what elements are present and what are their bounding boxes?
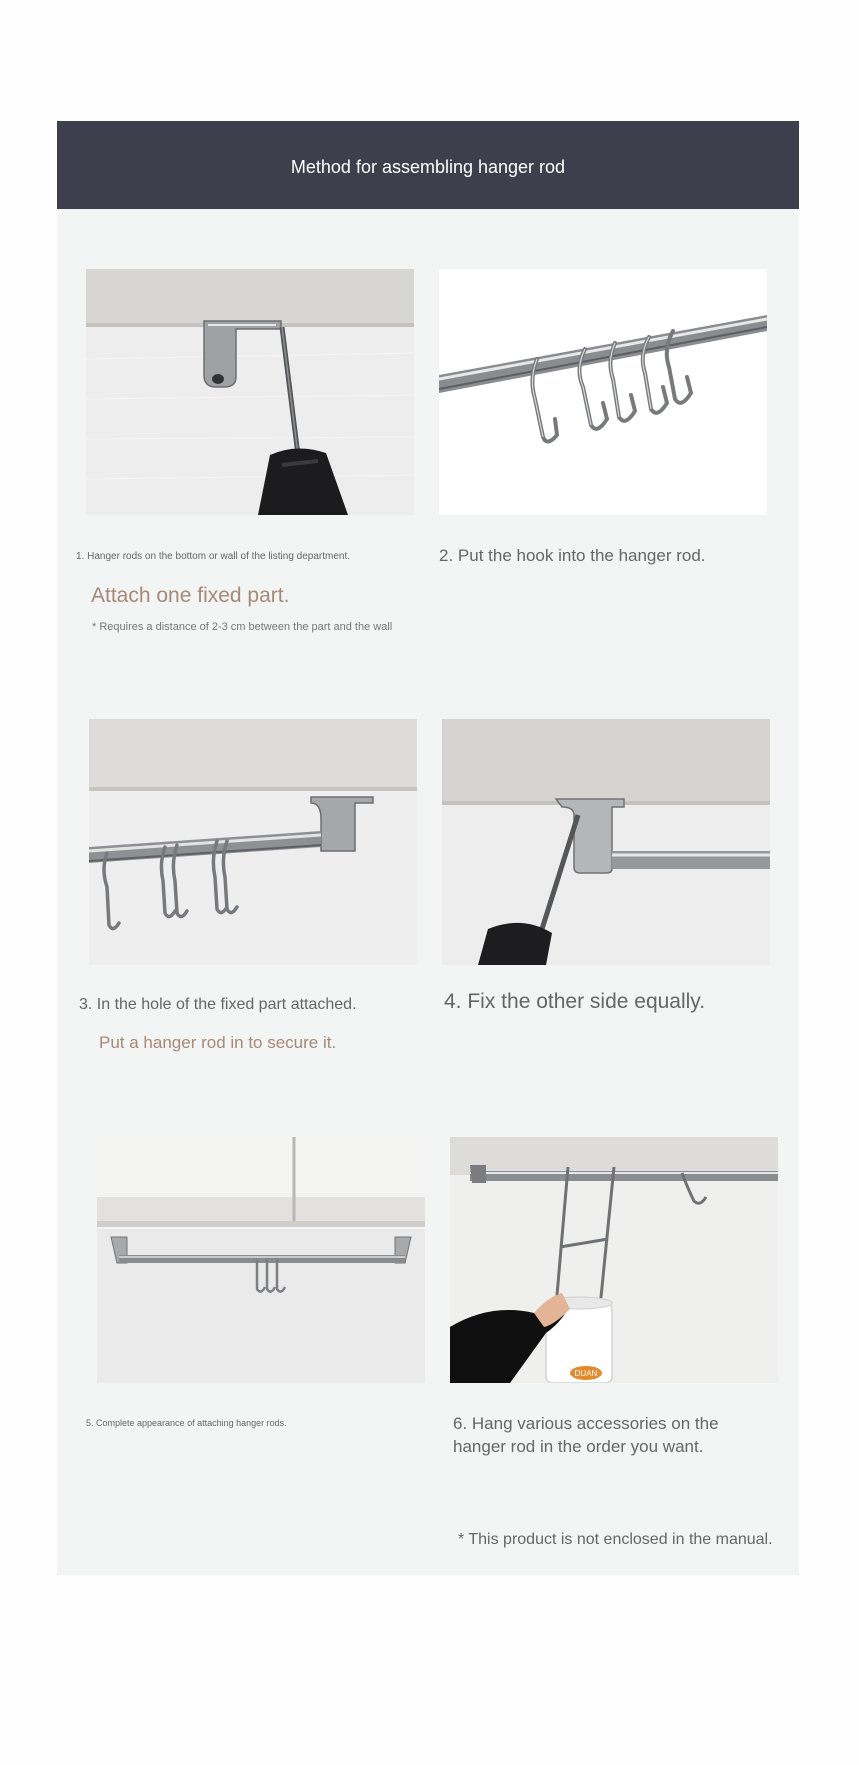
step-2-caption: 2. Put the hook into the hanger rod. [439, 546, 706, 565]
step-3-caption: 3. In the hole of the fixed part attached. [79, 996, 357, 1013]
step-1-photo [86, 269, 414, 515]
step-1-subtitle: Attach one fixed part. [91, 584, 290, 607]
step-3-photo [89, 719, 417, 965]
step-3-subtitle: Put a hanger rod in to secure it. [99, 1033, 337, 1052]
step-6-photo [450, 1137, 778, 1383]
step-1-caption: 1. Hanger rods on the bottom or wall of the listing department. [76, 551, 351, 562]
header-banner [57, 121, 799, 209]
step-6-caption-line-1: 6. Hang various accessories on the [453, 1414, 719, 1433]
page-title: Method for assembling hanger rod [290, 157, 566, 177]
step-4-photo [442, 719, 770, 965]
step-4-caption: 4. Fix the other side equally. [444, 990, 706, 1013]
step-6-caption-line-2: hanger rod in the order you want. [453, 1437, 704, 1456]
mug-label: DUAN [574, 1369, 598, 1378]
step-5-photo [97, 1137, 425, 1383]
footer-note: * This product is not enclosed in the manual. [458, 1531, 773, 1548]
step-5-caption: 5. Complete appearance of attaching hanger rods. [86, 1418, 287, 1428]
step-1-note: * Requires a distance of 2-3 cm between the part and the wall [92, 621, 393, 633]
step-2-photo [439, 269, 767, 515]
